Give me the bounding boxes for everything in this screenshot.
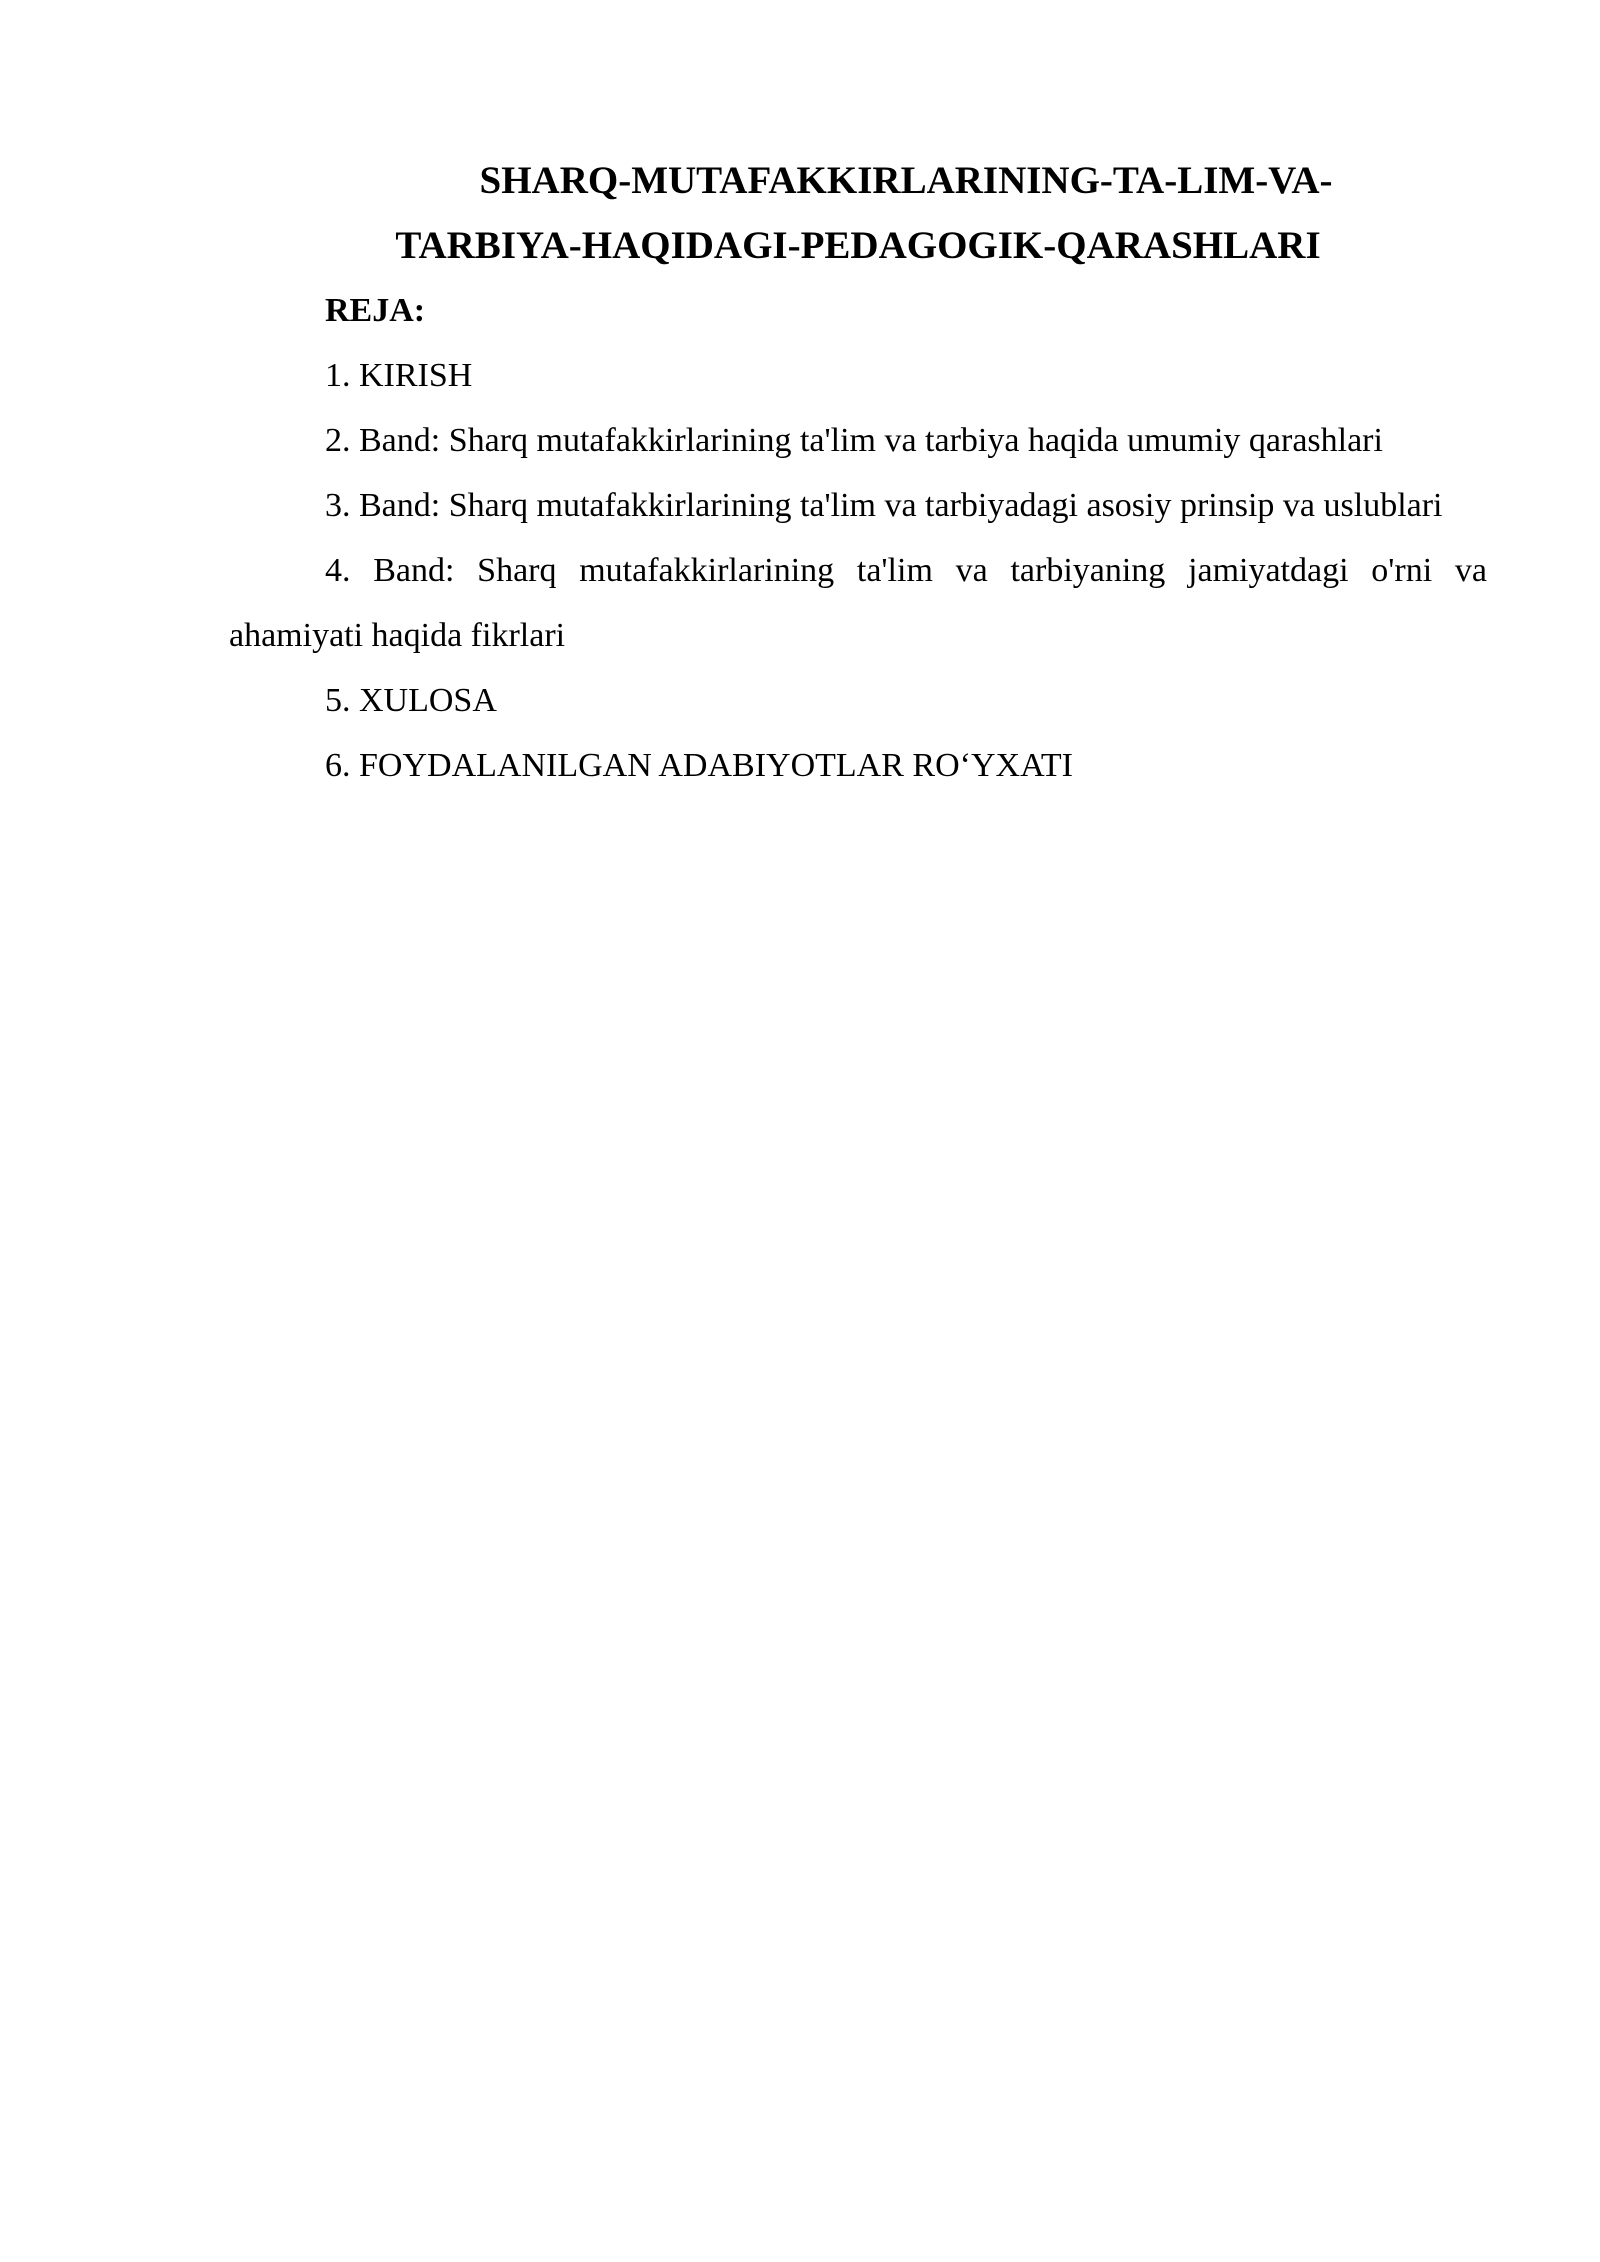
- plan-item-5: 5. XULOSA: [325, 682, 497, 719]
- plan-item-3: 3. Band: Sharq mutafakkirlarining ta'lim va tarbiyadagi asosiy prinsip va uslublari: [325, 487, 1443, 524]
- plan-item-4: 4. Band: Sharq mutafakkirlarining ta'lim va tarbiyaning jamiyatdagi o'rni va ahamiyati haqida fikrlari: [229, 552, 1487, 654]
- document-title-line-1: SHARQ-MUTAFAKKIRLARINING-TA-LIM-VA-: [479, 159, 1333, 202]
- plan-item-1: 1. KIRISH: [325, 357, 473, 394]
- plan-item-2: 2. Band: Sharq mutafakkirlarining ta'lim va tarbiya haqida umumiy qarashlari: [325, 422, 1383, 459]
- plan-heading: REJA:: [325, 292, 426, 329]
- page-content: [229, 148, 1487, 798]
- document-title-line-2: TARBIYA-HAQIDAGI-PEDAGOGIK-QARASHLARI: [395, 224, 1321, 267]
- document-title: [229, 148, 1487, 278]
- plan-item-6: 6. FOYDALANILGAN ADABIYOTLAR RO‘YXATI: [325, 747, 1073, 784]
- plan-list: [229, 343, 1487, 798]
